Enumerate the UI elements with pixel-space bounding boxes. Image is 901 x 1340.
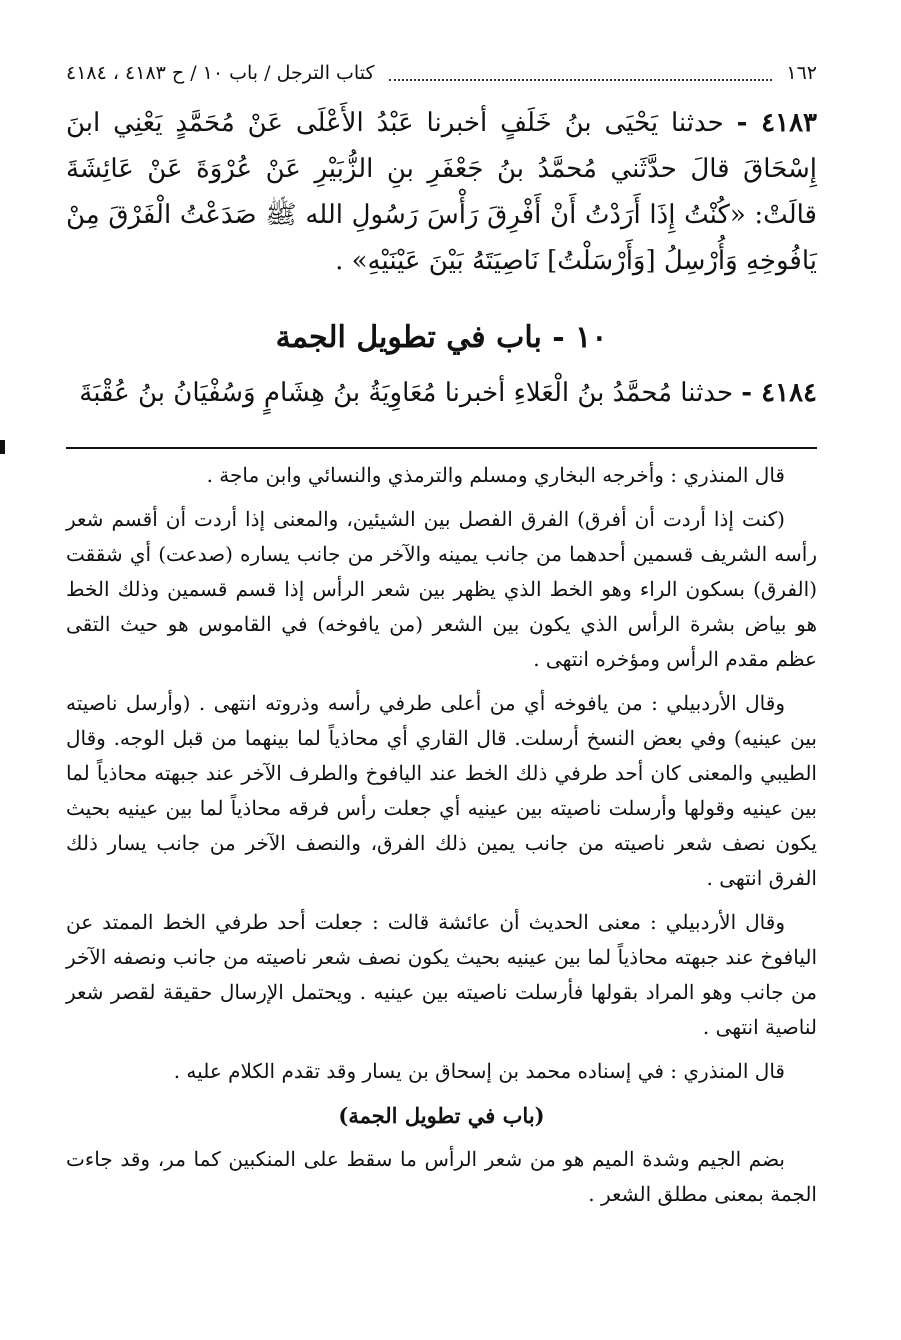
- hadith-4183: [66, 100, 817, 284]
- hadith-text: حدثنا يَحْيَى بنُ خَلَفٍ أخبرنا عَبْدُ الأَعْلَى عَنْ مُحَمَّدٍ يَعْنِي ابنَ إِسْحَاقَ قالَ حدَّثَني مُحمَّدُ بنُ جَعْفَرِ بنِ الزُّبَيْرِ عَنْ عُرْوَةَ عَنْ عَائِشَةَ قالَتْ: «كُنْتُ إِذَا أَرَدْتُ أَنْ أَفْرِقَ رَأْسَ رَسُولِ الله ﷺ صَدَعْتُ الْفَرْقَ مِنْ يَافُوخِهِ وَأُرْسِلُ [وَأَرْسَلْتُ] نَاصِيَتَهُ بَيْنَ عَيْنَيْهِ» .: [66, 108, 817, 276]
- hadith-text: حدثنا مُحمَّدُ بنُ الْعَلاءِ أخبرنا مُعَاوِيَةُ بنُ هِشَامٍ وَسُفْيَانُ بنُ عُقْبَةَ: [79, 378, 734, 408]
- footnote-divider: [66, 447, 817, 449]
- commentary-subheading: (باب في تطويل الجمة): [338, 1103, 545, 1128]
- margin-mark: [0, 440, 5, 454]
- header-dotted-leader: [389, 77, 773, 81]
- commentary-section: [66, 458, 817, 1221]
- commentary-paragraph: قال المنذري : وأخرجه البخاري ومسلم والترمذي والنسائي وابن ماجة .: [206, 463, 785, 487]
- hadith-number: ٤١٨٤ -: [741, 378, 817, 408]
- commentary-paragraph: وقال الأردبيلي : من يافوخه أي من أعلى طرفي رأسه وذروته انتهى . (وأرسل ناصيته بين عينيه) وفي بعض النسخ أرسلت. قال القاري أي محاذياً لما بينهما من قبل الوجه. وقال الطيبي والمعنى كان أحد طرفي ذلك الخط عند اليافوخ والطرف الآخر عند جبهته محاذياً لما بين عينيه وقولها وأرسلت ناصيته بين عينيه أي جعلت رأس فرقه محاذياً لما بين عينيه بحيث يكون نصف شعر ناصيته من جانب يمين ذلك الفرق، والنصف الآخر من جانب يسار ذلك الفرق انتهى .: [66, 691, 817, 890]
- page-number: ١٦٢: [786, 62, 817, 84]
- running-title: كتاب الترجل / باب ١٠ / ح ٤١٨٣ ، ٤١٨٤: [66, 62, 375, 84]
- hadith-4184: [66, 370, 817, 416]
- running-header: [66, 56, 817, 90]
- chapter-heading: ١٠ - باب في تطويل الجمة: [275, 320, 608, 355]
- hadith-number: ٤١٨٣ -: [736, 108, 818, 138]
- commentary-paragraph: قال المنذري : في إسناده محمد بن إسحاق بن يسار وقد تقدم الكلام عليه .: [173, 1059, 785, 1083]
- commentary-paragraph: بضم الجيم وشدة الميم هو من شعر الرأس ما سقط على المنكبين كما مر، وقد جاءت الجمة بمعنى مطلق الشعر .: [66, 1147, 817, 1206]
- commentary-paragraph: وقال الأردبيلي : معنى الحديث أن عائشة قالت : جعلت أحد طرفي الخط الممتد عن اليافوخ عند جبهته محاذياً لما بين عينيه بحيث يكون نصف شعر ناصيته من جانب ونصفه الآخر من جانب وهو المراد بقولها فأرسلت ناصيته بين عينيه . ويحتمل الإرسال حقيقة لقصر شعر لناصية انتهى .: [66, 910, 818, 1039]
- commentary-paragraph: (كنت إذا أردت أن أفرق) الفرق الفصل بين الشيئين، والمعنى إذا أردت أن أقسم شعر رأسه الشريف قسمين أحدهما من جانب يمينه والآخر من جانب يساره (صدعت) أي شققت (الفرق) بسكون الراء وهو الخط الذي يظهر بين شعر الرأس إذا قسم قسمين وذلك الخط هو بياض بشرة الرأس الذي يكون بين الشعر (من يافوخه) في القاموس هو حيث التقى عظم مقدم الرأس ومؤخره انتهى .: [66, 507, 817, 671]
